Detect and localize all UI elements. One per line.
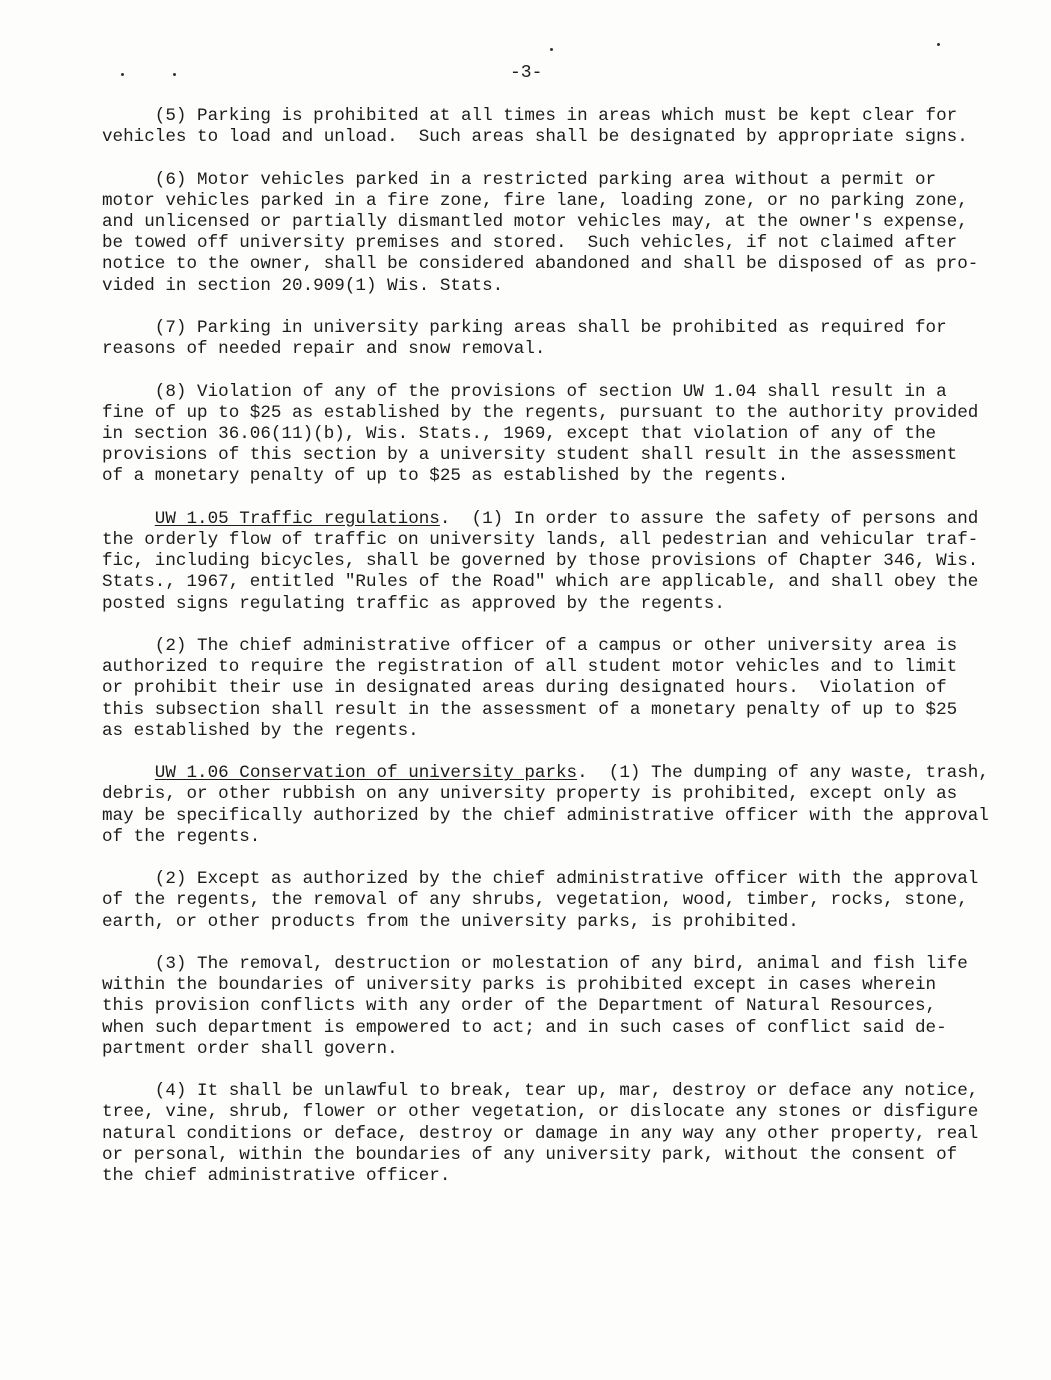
text-line: as established by the regents. — [102, 720, 419, 741]
paragraph — [102, 763, 1002, 848]
paragraph — [102, 382, 1002, 488]
indent — [102, 763, 155, 783]
paragraph — [102, 318, 1002, 360]
text-line: or personal, within the boundaries of any university park, without the consent of — [102, 1144, 958, 1165]
paragraph — [102, 106, 1002, 148]
text-line: (8) Violation of any of the provisions of section UW 1.04 shall result in a — [102, 381, 947, 402]
text-line — [102, 763, 1002, 784]
text-line: (2) The chief administrative officer of a campus or other university area is — [102, 636, 958, 656]
text-line: the orderly flow of traffic on university lands, all pedestrian and vehicular traf- — [102, 530, 979, 550]
text-line: Stats., 1967, entitled "Rules of the Road" which are applicable, and shall obey the — [102, 572, 979, 593]
text-line: within the boundaries of university parks is prohibited except in cases wherein — [102, 975, 937, 996]
text-line: of a monetary penalty of up to $25 as established by the regents. — [102, 466, 789, 487]
paragraph — [102, 636, 1002, 742]
text-line: in section 36.06(11)(b), Wis. Stats., 1969, except that violation of any of the — [102, 424, 937, 444]
text-line: earth, or other products from the university parks, is prohibited. — [102, 911, 799, 932]
text-line: (6) Motor vehicles parked in a restricted parking area without a permit or — [102, 169, 937, 190]
text-line: provisions of this section by a university student shall result in the assessment — [102, 445, 958, 466]
text-line: authorized to require the registration of all student motor vehicles and to limit — [102, 657, 958, 678]
scan-speck — [121, 73, 124, 76]
text-line: debris, or other rubbish on any university property is prohibited, except only as — [102, 784, 958, 805]
text-line: (3) The removal, destruction or molestation of any bird, animal and fish life — [102, 954, 968, 974]
scan-speck — [937, 43, 940, 46]
section-heading: UW 1.06 Conservation of university parks — [154, 763, 578, 784]
scan-speck — [550, 48, 553, 51]
text-line: notice to the owner, shall be considered abandoned and shall be disposed of as pro- — [102, 254, 979, 275]
text-line: when such department is empowered to act; and in such cases of conflict said de- — [102, 1017, 947, 1038]
heading-line-text: . (1) In order to assure the safety of persons and — [439, 508, 979, 529]
page-number: -3- — [510, 63, 543, 83]
text-line: natural conditions or deface, destroy or damage in any way any other property, real — [102, 1123, 979, 1144]
document-body — [102, 106, 1002, 1208]
text-line: this subsection shall result in the assessment of a monetary penalty of up to $25 — [102, 699, 958, 720]
text-line: or prohibit their use in designated areas during designated hours. Violation of — [102, 678, 947, 699]
text-line: vided in section 20.909(1) Wis. Stats. — [102, 275, 504, 296]
indent — [102, 509, 155, 529]
text-line: posted signs regulating traffic as approved by the regents. — [102, 593, 725, 614]
text-line: partment order shall govern. — [102, 1038, 398, 1059]
paragraph — [102, 1081, 1002, 1187]
text-line: and unlicensed or partially dismantled motor vehicles may, at the owner's expense, — [102, 212, 968, 232]
paragraph — [102, 869, 1002, 933]
text-line: reasons of needed repair and snow removal. — [102, 339, 546, 360]
paragraph — [102, 954, 1002, 1060]
text-line: fine of up to $25 as established by the regents, pursuant to the authority provided — [102, 402, 979, 423]
text-line: (7) Parking in university parking areas shall be prohibited as required for — [102, 318, 947, 338]
text-line: of the regents, the removal of any shrubs, vegetation, wood, timber, rocks, stone, — [102, 890, 968, 911]
paragraph — [102, 509, 1002, 615]
scan-speck — [173, 73, 176, 76]
heading-line-text: . (1) The dumping of any waste, trash, — [577, 763, 989, 784]
section-heading: UW 1.05 Traffic regulations — [154, 508, 440, 529]
text-line: be towed off university premises and stored. Such vehicles, if not claimed after — [102, 233, 958, 254]
text-line: motor vehicles parked in a fire zone, fire lane, loading zone, or no parking zone, — [102, 190, 968, 211]
text-line: the chief administrative officer. — [102, 1166, 451, 1187]
text-line: of the regents. — [102, 826, 261, 847]
paragraph — [102, 170, 1002, 297]
text-line: (2) Except as authorized by the chief administrative officer with the approval — [102, 869, 979, 890]
text-line: tree, vine, shrub, flower or other vegetation, or dislocate any stones or disfigure — [102, 1102, 979, 1123]
text-line: this provision conflicts with any order of the Department of Natural Resources, — [102, 996, 937, 1017]
text-line: (4) It shall be unlawful to break, tear up, mar, destroy or deface any notice, — [102, 1081, 979, 1102]
text-line: fic, including bicycles, shall be governed by those provisions of Chapter 346, Wis. — [102, 551, 979, 572]
text-line: (5) Parking is prohibited at all times in areas which must be kept clear for — [102, 106, 958, 126]
text-line: may be specifically authorized by the chief administrative officer with the approval — [102, 805, 989, 826]
text-line: vehicles to load and unload. Such areas shall be designated by appropriate signs. — [102, 127, 968, 148]
text-line — [102, 509, 1002, 530]
